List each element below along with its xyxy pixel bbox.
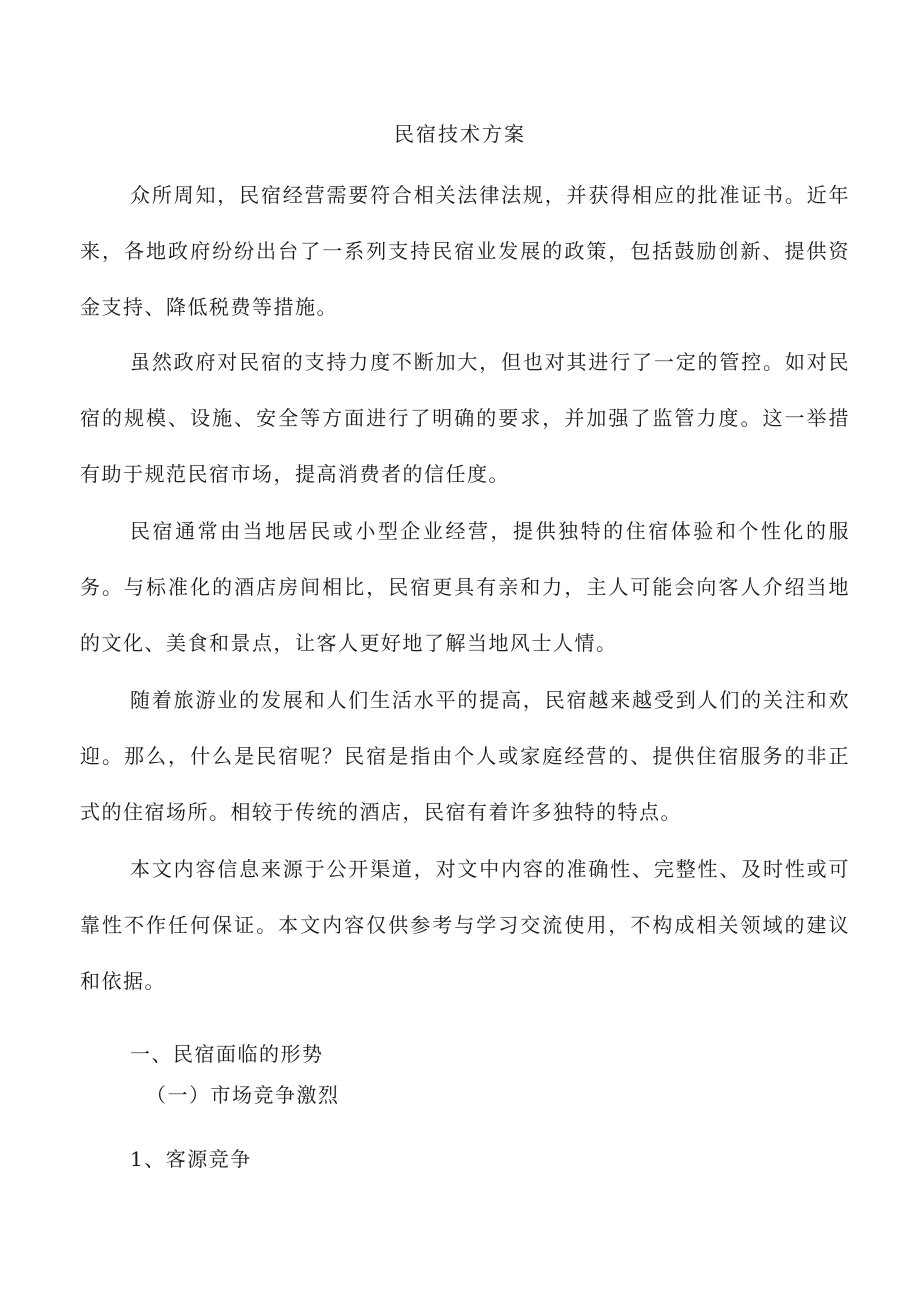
paragraph-disclaimer: 本文内容信息来源于公开渠道，对文中内容的准确性、完整性、及时性或可靠性不作任何保证。本文内容仅供参考与学习交流使用，不构成相关领域的建议和依据。 [80,857,850,993]
paragraph-government-control: 虽然政府对民宿的支持力度不断加大，但也对其进行了一定的管控。如对民宿的规模、设施、安全等方面进行了明确的要求，并加强了监管力度。这一举措有助于规范民宿市场，提高消费者的信任度。 [80,350,850,486]
document-title: 民宿技术方案 [394,122,526,146]
paragraph-local-operation: 民宿通常由当地居民或小型企业经营，提供独特的住宿体验和个性化的服务。与标准化的酒店房间相比，民宿更具有亲和力，主人可能会向客人介绍当地的文化、美食和景点，让客人更好地了解当地风士人情。 [80,519,850,655]
paragraph-definition: 随着旅游业的发展和人们生活水平的提高，民宿越来越受到人们的关注和欢迎。那么，什么是民宿呢？民宿是指由个人或家庭经营的、提供住宿服务的非正式的住宿场所。相较于传统的酒店，民宿有着许多独特的特点。 [80,688,850,824]
subsection-heading: （一）市场竞争激烈 [146,1083,340,1107]
paragraph-regulation: 众所周知，民宿经营需要符合相关法律法规，并获得相应的批准证书。近年来，各地政府纷纷出台了一系列支持民宿业发展的政策，包括鼓励创新、提供资金支持、降低税费等措施。 [80,183,850,319]
section-heading: 一、民宿面临的形势 [130,1042,324,1066]
item-heading: 1、客源竞争 [130,1147,252,1171]
